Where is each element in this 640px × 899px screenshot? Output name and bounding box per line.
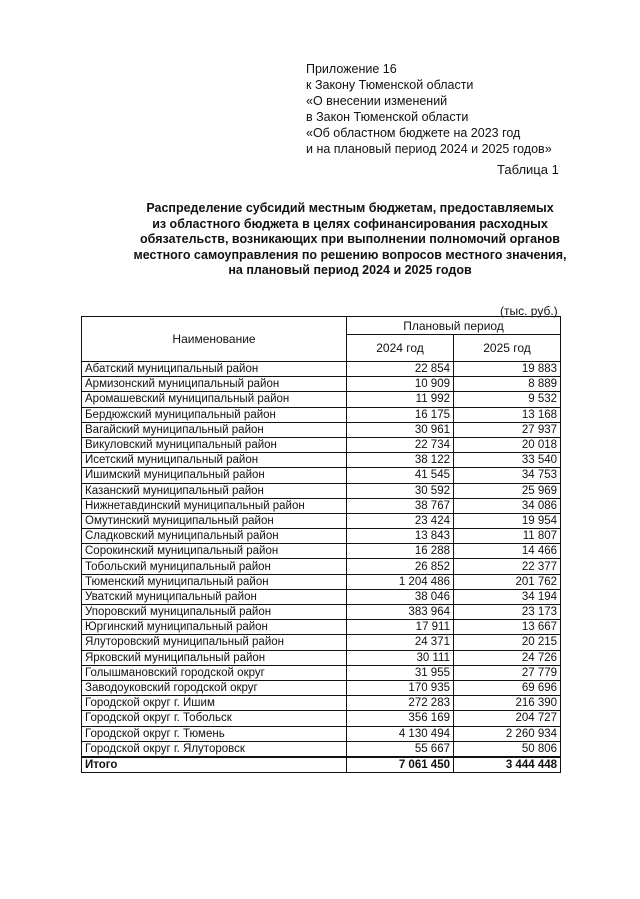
table-row (82, 696, 561, 711)
row-name: Викуловский муниципальный район (82, 437, 347, 452)
table-row (82, 680, 561, 695)
row-value-2024: 11 992 (347, 392, 454, 407)
row-value-2025: 34 086 (454, 498, 561, 513)
row-value-2024: 16 288 (347, 544, 454, 559)
row-value-2024: 23 424 (347, 513, 454, 528)
table-row (82, 498, 561, 513)
row-value-2024: 17 911 (347, 620, 454, 635)
row-value-2024: 383 964 (347, 605, 454, 620)
row-value-2025: 22 377 (454, 559, 561, 574)
heading-line: Распределение субсидий местным бюджетам, предоставляемых (146, 201, 554, 215)
row-value-2024: 4 130 494 (347, 726, 454, 741)
heading-line: обязательств, возникающих при выполнении полномочий органов (140, 232, 560, 246)
table-row (82, 407, 561, 422)
row-value-2025: 13 168 (454, 407, 561, 422)
row-value-2025: 27 937 (454, 422, 561, 437)
row-name: Упоровский муниципальный район (82, 605, 347, 620)
table-row (82, 574, 561, 589)
total-row (82, 757, 561, 773)
row-value-2025: 50 806 (454, 741, 561, 757)
units-label: (тыс. руб.) (500, 304, 558, 318)
row-value-2024: 41 545 (347, 468, 454, 483)
column-header-period: Плановый период (347, 317, 561, 335)
row-value-2025: 27 779 (454, 665, 561, 680)
table-row (82, 422, 561, 437)
row-value-2024: 22 734 (347, 437, 454, 452)
row-value-2025: 34 753 (454, 468, 561, 483)
row-value-2024: 30 111 (347, 650, 454, 665)
column-header-2025: 2025 год (454, 335, 561, 362)
row-value-2024: 55 667 (347, 741, 454, 757)
appendix-line: и на плановый период 2024 и 2025 годов» (306, 142, 552, 156)
table-row (82, 437, 561, 452)
table-row (82, 620, 561, 635)
row-name: Городской округ г. Ишим (82, 696, 347, 711)
heading-line: на плановый период 2024 и 2025 годов (228, 263, 472, 277)
row-name: Голышмановский городской округ (82, 665, 347, 680)
table-row (82, 453, 561, 468)
row-name: Абатский муниципальный район (82, 362, 347, 377)
row-value-2024: 356 169 (347, 711, 454, 726)
row-value-2025: 19 883 (454, 362, 561, 377)
table-row (82, 377, 561, 392)
row-name: Казанский муниципальный район (82, 483, 347, 498)
row-name: Уватский муниципальный район (82, 589, 347, 604)
table-row (82, 468, 561, 483)
row-value-2024: 24 371 (347, 635, 454, 650)
row-value-2025: 20 215 (454, 635, 561, 650)
row-value-2024: 31 955 (347, 665, 454, 680)
row-name: Армизонский муниципальный район (82, 377, 347, 392)
appendix-line: «О внесении изменений (306, 94, 448, 108)
row-value-2025: 204 727 (454, 711, 561, 726)
appendix-line: «Об областном бюджете на 2023 год (306, 126, 521, 140)
row-value-2024: 170 935 (347, 680, 454, 695)
row-value-2024: 30 592 (347, 483, 454, 498)
table-row (82, 362, 561, 377)
heading-line: местного самоуправления по решению вопросов местного значения, (133, 247, 567, 262)
row-value-2024: 38 122 (347, 453, 454, 468)
heading-line: из областного бюджета в целях софинансирования расходных (152, 216, 548, 231)
row-name: Ялуторовский муниципальный район (82, 635, 347, 650)
row-name: Юргинский муниципальный район (82, 620, 347, 635)
document-heading (80, 201, 620, 279)
row-value-2024: 22 854 (347, 362, 454, 377)
row-value-2024: 26 852 (347, 559, 454, 574)
row-name: Заводоуковский городской округ (82, 680, 347, 695)
row-name: Городской округ г. Тобольск (82, 711, 347, 726)
row-value-2024: 38 046 (347, 589, 454, 604)
total-label: Итого (82, 757, 347, 773)
row-name: Вагайский муниципальный район (82, 422, 347, 437)
row-name: Городской округ г. Тюмень (82, 726, 347, 741)
row-value-2024: 16 175 (347, 407, 454, 422)
row-name: Ярковский муниципальный район (82, 650, 347, 665)
row-name: Сладковский муниципальный район (82, 529, 347, 544)
row-value-2025: 14 466 (454, 544, 561, 559)
row-name: Бердюжский муниципальный район (82, 407, 347, 422)
row-value-2025: 11 807 (454, 529, 561, 544)
table-row (82, 589, 561, 604)
row-value-2025: 216 390 (454, 696, 561, 711)
row-value-2024: 1 204 486 (347, 574, 454, 589)
row-name: Городской округ г. Ялуторовск (82, 741, 347, 757)
row-value-2025: 34 194 (454, 589, 561, 604)
row-name: Тюменский муниципальный район (82, 574, 347, 589)
table-body (82, 362, 561, 773)
row-value-2024: 272 283 (347, 696, 454, 711)
appendix-line: к Закону Тюменской области (306, 78, 474, 92)
row-name: Тобольский муниципальный район (82, 559, 347, 574)
total-value-2024: 7 061 450 (347, 757, 454, 773)
row-value-2024: 38 767 (347, 498, 454, 513)
table-label: Таблица 1 (497, 162, 559, 177)
column-header-name: Наименование (82, 317, 347, 362)
row-value-2025: 13 667 (454, 620, 561, 635)
row-value-2024: 13 843 (347, 529, 454, 544)
appendix-line: в Закон Тюменской области (306, 110, 469, 124)
table-row (82, 711, 561, 726)
row-value-2025: 23 173 (454, 605, 561, 620)
row-value-2025: 20 018 (454, 437, 561, 452)
table-row (82, 741, 561, 757)
table-row (82, 650, 561, 665)
table-row (82, 726, 561, 741)
appendix-header (306, 61, 552, 157)
row-value-2025: 19 954 (454, 513, 561, 528)
table-row (82, 544, 561, 559)
table-row (82, 605, 561, 620)
row-name: Омутинский муниципальный район (82, 513, 347, 528)
column-header-2024: 2024 год (347, 335, 454, 362)
table-row (82, 513, 561, 528)
table-row (82, 392, 561, 407)
row-value-2025: 69 696 (454, 680, 561, 695)
table-row (82, 665, 561, 680)
row-name: Исетский муниципальный район (82, 453, 347, 468)
row-value-2024: 10 909 (347, 377, 454, 392)
table-row (82, 529, 561, 544)
table-row (82, 483, 561, 498)
subsidy-table (81, 316, 561, 773)
row-name: Нижнетавдинский муниципальный район (82, 498, 347, 513)
total-value-2025: 3 444 448 (454, 757, 561, 773)
table-row (82, 635, 561, 650)
row-name: Аромашевский муниципальный район (82, 392, 347, 407)
row-value-2025: 8 889 (454, 377, 561, 392)
row-value-2025: 9 532 (454, 392, 561, 407)
row-value-2025: 25 969 (454, 483, 561, 498)
row-value-2025: 24 726 (454, 650, 561, 665)
row-name: Ишимский муниципальный район (82, 468, 347, 483)
row-name: Сорокинский муниципальный район (82, 544, 347, 559)
table-row (82, 559, 561, 574)
row-value-2025: 33 540 (454, 453, 561, 468)
row-value-2025: 2 260 934 (454, 726, 561, 741)
appendix-line: Приложение 16 (306, 62, 397, 76)
row-value-2024: 30 961 (347, 422, 454, 437)
row-value-2025: 201 762 (454, 574, 561, 589)
